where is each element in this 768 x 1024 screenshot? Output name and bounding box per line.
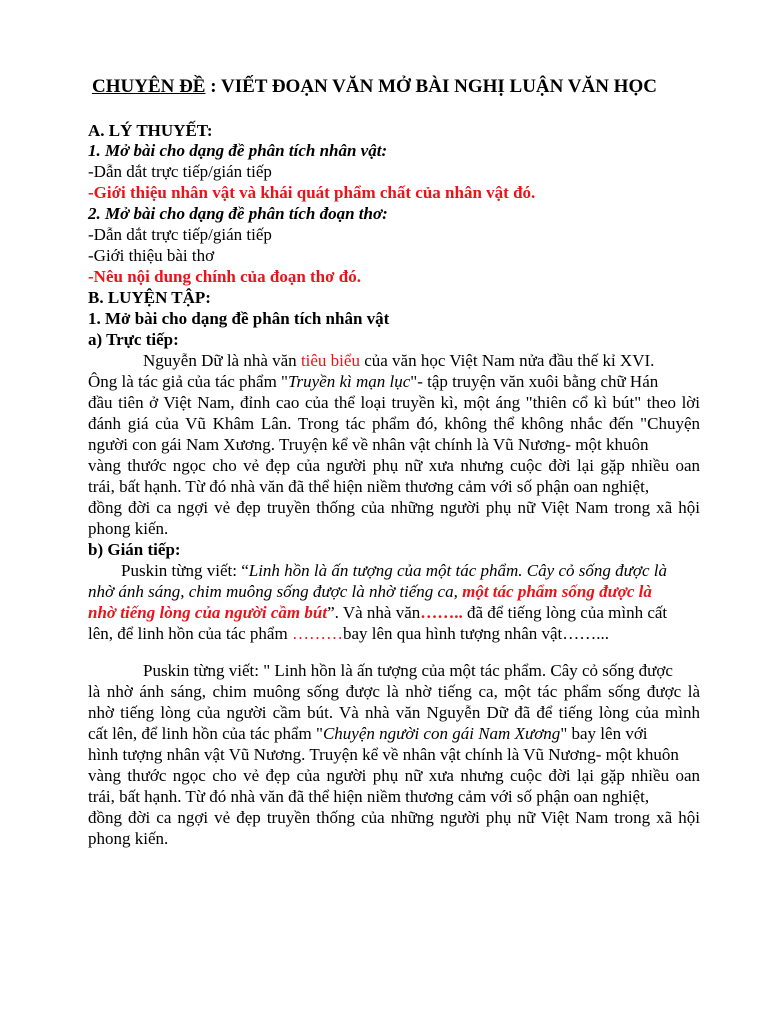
example-paragraph-line: nhờ tiếng lòng của người cầm bút. Và nhà văn Nguyễn Dữ đã để tiếng lòng của mình	[88, 703, 700, 722]
indirect-paragraph-line: Puskin từng viết: “Linh hồn là ấn tượng của một tác phẩm. Cây cỏ sống được là	[121, 561, 667, 580]
example-paragraph-line: phong kiến.	[88, 829, 169, 848]
theory-item-1-highlight: -Giới thiệu nhân vật và khái quát phẩm chất của nhân vật đó.	[88, 183, 536, 202]
practice-sub-heading: 1. Mở bài cho dạng đề phân tích nhân vật	[88, 309, 390, 328]
example-paragraph-line: đồng đời ca ngợi vẻ đẹp truyền thống của những người phụ nữ Việt Nam trong xã hội	[88, 808, 700, 827]
section-a-heading: A. LÝ THUYẾT:	[88, 121, 213, 140]
theory-item-1-heading: 1. Mở bài cho dạng đề phân tích nhân vật:	[88, 141, 388, 160]
example-paragraph-line: cất lên, để linh hồn của tác phẩm "Chuyện người con gái Nam Xương" bay lên với	[88, 724, 648, 743]
direct-paragraph-line: đồng đời ca ngợi vẻ đẹp truyền thống của những người phụ nữ Việt Nam trong xã hội	[88, 498, 700, 517]
example-paragraph-line: là nhờ ánh sáng, chim muông sống được là nhờ tiếng ca, một tác phẩm sống được là	[88, 682, 700, 701]
direct-paragraph-line: phong kiến.	[88, 519, 169, 538]
theory-item-2-line: -Dẫn dắt trực tiếp/gián tiếp	[88, 225, 272, 244]
direct-paragraph-line: vàng thước ngọc cho vẻ đẹp của người phụ nữ xưa nhưng cuộc đời lại gặp nhiều oan	[88, 456, 700, 475]
direct-paragraph-line: Nguyễn Dữ là nhà văn tiêu biểu của văn học Việt Nam nửa đầu thế kỉ XVI.	[143, 351, 655, 370]
indirect-label: b) Gián tiếp:	[88, 540, 181, 559]
example-paragraph-line: hình tượng nhân vật Vũ Nương. Truyện kể về nhân vật chính là Vũ Nương- một khuôn	[88, 745, 679, 764]
page-title: CHUYÊN ĐỀ : VIẾT ĐOẠN VĂN MỞ BÀI NGHỊ LUẬN VĂN HỌC	[92, 76, 657, 97]
example-paragraph-line: vàng thước ngọc cho vẻ đẹp của người phụ nữ xưa nhưng cuộc đời lại gặp nhiều oan	[88, 766, 700, 785]
theory-item-2-highlight: -Nêu nội dung chính của đoạn thơ đó.	[88, 267, 362, 286]
example-paragraph-line: trái, bất hạnh. Từ đó nhà văn đã thể hiện niềm thương cảm với số phận oan nghiệt,	[88, 787, 650, 806]
indirect-paragraph-line: nhờ tiếng lòng của người cầm bút”. Và nhà văn…….. đã để tiếng lòng của mình cất	[88, 603, 668, 622]
direct-paragraph-line: đầu tiên ở Việt Nam, đỉnh cao của thể loại truyền kì, một áng "thiên cổ kì bút" theo lời	[88, 393, 700, 412]
direct-paragraph-line: đánh giá của Vũ Khâm Lân. Trong tác phẩm đó, không thể không nhắc đến "Chuyện	[88, 414, 700, 433]
direct-label: a) Trực tiếp:	[88, 330, 179, 349]
theory-item-2-heading: 2. Mở bài cho dạng đề phân tích đoạn thơ:	[88, 204, 388, 223]
direct-paragraph-line: người con gái Nam Xương. Truyện kể về nhân vật chính là Vũ Nương- một khuôn	[88, 435, 649, 454]
theory-item-2-line: -Giới thiệu bài thơ	[88, 246, 215, 265]
indirect-paragraph-line: nhờ ánh sáng, chim muông sống được là nhờ tiếng ca, một tác phẩm sống được là	[88, 582, 652, 601]
direct-paragraph-line: Ông là tác giả của tác phẩm "Truyền kì mạn lục"- tập truyện văn xuôi bằng chữ Hán	[88, 372, 659, 391]
section-b-heading: B. LUYỆN TẬP:	[88, 288, 211, 307]
example-paragraph-line: Puskin từng viết: " Linh hồn là ấn tượng của một tác phẩm. Cây cỏ sống được	[143, 661, 673, 680]
indirect-paragraph-line: lên, để linh hồn của tác phẩm ………bay lên qua hình tượng nhân vật……...	[88, 624, 610, 643]
theory-item-1-line: -Dẫn dắt trực tiếp/gián tiếp	[88, 162, 272, 181]
direct-paragraph-line: trái, bất hạnh. Từ đó nhà văn đã thể hiện niềm thương cảm với số phận oan nghiệt,	[88, 477, 650, 496]
